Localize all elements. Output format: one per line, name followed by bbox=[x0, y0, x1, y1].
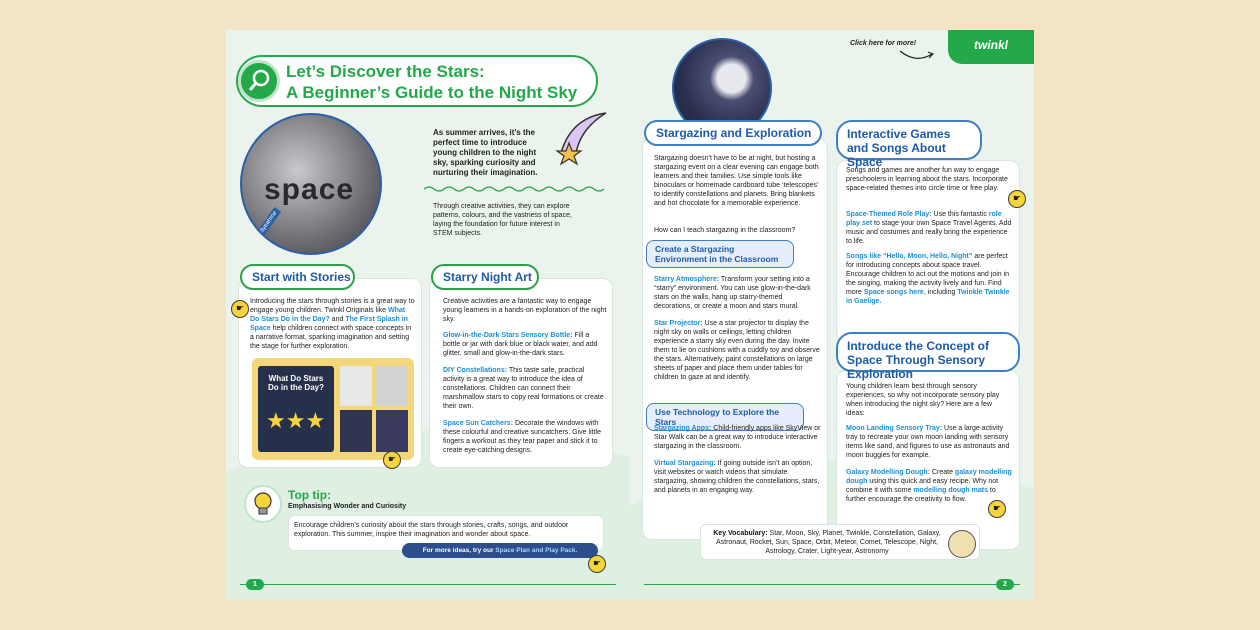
art-item-2-text: This taste safe, practical activity is a great way to introduce the idea of constellations. Children can connect their marshmallow stars to copy real formations or create their own. bbox=[443, 367, 604, 410]
pointer-cursor-icon: ☛ bbox=[988, 500, 1006, 518]
book-page-2 bbox=[376, 366, 408, 406]
art-item-3 bbox=[443, 419, 607, 455]
songs-text-b: , including bbox=[923, 289, 958, 296]
magnifier-icon bbox=[238, 60, 280, 102]
arrow-icon bbox=[898, 48, 938, 62]
games-intro: Songs and games are another fun way to engage preschoolers in learning about the stars. Incorporate space-related themes into circle time or free play. bbox=[846, 167, 1008, 192]
photo-credit: @hellyeahme bbox=[250, 207, 281, 247]
art-heading: Starry Night Art bbox=[431, 264, 539, 290]
sub1-item-2-text: Use a star projector to display the night sky on walls or ceilings, letting children experience a starry sky even during the day. Invite them to lie on cushions with a cuddly toy and observe the stars. Alternatively, paint constellations on large sheets of paper and place them under tables for children to gaze at and identify. bbox=[654, 320, 820, 381]
page-title-line2: A Beginner’s Guide to the Night Sky bbox=[286, 83, 578, 102]
page-number: 2 bbox=[996, 579, 1014, 590]
squiggle-divider bbox=[424, 185, 604, 193]
more-ideas-text: For more ideas, try our bbox=[422, 547, 496, 554]
link-space-songs[interactable]: Space songs here bbox=[863, 289, 924, 296]
art-item-1 bbox=[443, 331, 607, 358]
page-footer-line bbox=[644, 584, 1020, 585]
games-role-play bbox=[846, 210, 1012, 246]
sensory-tray bbox=[846, 424, 1012, 460]
link-role-play-set[interactable]: role play set bbox=[846, 211, 1002, 227]
stargazing-question: How can I teach stargazing in the classroom? bbox=[654, 227, 796, 234]
label-role-play: Space-Themed Role Play: bbox=[846, 211, 932, 218]
book-page-4 bbox=[376, 410, 408, 452]
art-item-2 bbox=[443, 366, 607, 411]
sensory-dough bbox=[846, 468, 1012, 504]
sub1-item-2 bbox=[654, 319, 822, 382]
stories-text bbox=[250, 297, 416, 351]
more-ideas-link: Space Plan and Play Pack. bbox=[495, 547, 578, 554]
art-item-3-text: Decorate the windows with these colourful and creative suncatchers. Give little fingers a workout as they tear paper and stick it to create eye-catching designs. bbox=[443, 420, 601, 454]
twinkl-logo[interactable] bbox=[948, 30, 1034, 64]
stories-text-b: and bbox=[329, 316, 346, 323]
book-page-3 bbox=[340, 410, 372, 452]
link-sensory-bottle[interactable]: Glow-in-the-Dark Stars Sensory Bottle: bbox=[443, 332, 573, 339]
sensory-heading-text: Introduce the Concept of Space Through Sensory Exploration bbox=[847, 339, 989, 381]
page-title-line1: Let’s Discover the Stars: bbox=[286, 62, 485, 81]
space-tray-photo bbox=[240, 113, 382, 255]
link-what-do-stars-do[interactable]: What Do Stars Do in the Day? bbox=[250, 307, 406, 323]
moon-icon bbox=[948, 530, 976, 558]
role-text-a: Use this fantastic bbox=[931, 211, 989, 218]
label-stargazing-apps: Stargazing Apps: bbox=[654, 425, 712, 432]
tip-title: Top tip: bbox=[288, 488, 332, 502]
games-heading-text: Interactive Games and Songs About Space bbox=[847, 127, 951, 169]
label-star-projector: Star Projector: bbox=[654, 320, 703, 327]
pointer-cursor-icon: ☛ bbox=[588, 555, 606, 573]
twinkl-logo-text: twinkl bbox=[974, 38, 1009, 52]
sub1-item-1-text: Transform your setting into a “starry” environment. You can use glow-in-the-dark stars on the walls, hang up starry-themed decorations, or create a moon and stars mural. bbox=[654, 276, 811, 310]
label-virtual-stargazing: Virtual Stargazing: bbox=[654, 460, 716, 467]
book-preview[interactable] bbox=[252, 358, 414, 460]
dough-text-b: using this quick and easy recipe. Why not combine it with some bbox=[846, 478, 999, 494]
label-galaxy-dough: Galaxy Modelling Dough: bbox=[846, 469, 931, 476]
vocab-label: Key Vocabulary: bbox=[713, 530, 768, 537]
sub2-item-1-text: Child-friendly apps like SkyView or Star Walk can be a great way to introduce interactive stargazing in the classroom. bbox=[654, 425, 821, 450]
tip-subtitle: Emphasising Wonder and Curiosity bbox=[288, 503, 407, 510]
book-page-1 bbox=[340, 366, 372, 406]
shooting-star-icon bbox=[551, 108, 611, 168]
page-number: 1 bbox=[246, 579, 264, 590]
sub-create-environment: Create a Stargazing Environment in the Classroom bbox=[646, 240, 794, 268]
sub2-item-2-text: If going outside isn’t an option, visit websites or watch videos that simulate stargazing, showing children the constellations, stars, and planets in an engaging way. bbox=[654, 460, 820, 494]
dough-text-a: Create bbox=[930, 469, 955, 476]
page-1 bbox=[226, 30, 630, 600]
games-heading bbox=[836, 120, 982, 169]
stories-text-c: help children connect with space concepts in a narrative format, sparking imagination and setting the stage for further exploration. bbox=[250, 325, 412, 350]
lightbulb-icon bbox=[244, 485, 282, 523]
link-diy-constellations[interactable]: DIY Constellations: bbox=[443, 367, 508, 374]
link-twinkle-gaelige[interactable]: Twinkle Twinkle in Gaelige. bbox=[846, 289, 1010, 305]
games-songs bbox=[846, 252, 1012, 306]
stories-heading: Start with Stories bbox=[240, 264, 355, 290]
intro-bold: As summer arrives, it’s the perfect time to introduce young children to the night sky, sparking curiosity and nurturing their imagination. bbox=[433, 128, 538, 177]
label-songs: Songs like “Hello, Moon, Hello, Night” bbox=[846, 253, 973, 260]
label-starry-atmosphere: Starry Atmosphere: bbox=[654, 276, 720, 283]
tip-text: Encourage children’s curiosity about the stars through stories, crafts, songs, and outdoor exploration. This summer, inspire their imagination and wonder about space. bbox=[294, 522, 569, 538]
page-2 bbox=[630, 30, 1034, 600]
sub2-item-2 bbox=[654, 459, 822, 495]
more-ideas-button[interactable] bbox=[402, 543, 598, 558]
link-dough-mats[interactable]: modelling dough mats bbox=[913, 487, 988, 494]
sensory-intro: Young children learn best through sensory experiences, so why not incorporate sensory play when introducing the night sky? Here are a few ideas: bbox=[846, 383, 1000, 417]
book-cover-title: What Do Stars Do in the Day? bbox=[267, 374, 324, 392]
sub2-item-1 bbox=[654, 424, 822, 451]
sub-use-technology: Use Technology to Explore the Stars bbox=[646, 403, 804, 431]
vocab-text bbox=[706, 529, 948, 556]
pointer-cursor-icon: ☛ bbox=[383, 451, 401, 469]
pointer-cursor-icon: ☛ bbox=[231, 300, 249, 318]
link-sun-catchers[interactable]: Space Sun Catchers: bbox=[443, 420, 514, 427]
dough-text-c: to further encourage the creativity to flow. bbox=[846, 487, 996, 503]
click-here-label: Click here for more! bbox=[850, 40, 917, 47]
star-characters-icon: ★★★ bbox=[266, 408, 326, 433]
sensory-heading bbox=[836, 332, 1020, 381]
photo-word: space bbox=[264, 173, 355, 206]
art-item-1-text: Fill a bottle or jar with dark blue or black water, and add glitter, small and glow-in-the-dark stars. bbox=[443, 332, 598, 357]
label-moon-tray[interactable]: Moon Landing Sensory Tray: bbox=[846, 425, 943, 432]
role-text-b: to stage your own Space Travel Agents. Add music and costumes and really bring the experience to life. bbox=[846, 220, 1012, 245]
stories-text-a: Introducing the stars through stories is a great way to engage young children. Twinkl Originals like bbox=[250, 298, 415, 314]
sub1-item-1 bbox=[654, 275, 822, 311]
link-galaxy-dough[interactable]: galaxy modelling dough bbox=[846, 469, 1012, 485]
link-first-splash[interactable]: The First Splash in Space bbox=[250, 316, 408, 332]
songs-text-a: are perfect for introducing concepts about space travel. Encourage children to act out the motions and join in the singing, making the activity lively and fun. Find more bbox=[846, 253, 1010, 296]
sensory-tray-text: Use a large activity tray to recreate your own moon landing with sensory items like sand, and figures to use as astronauts and moon buggies for example. bbox=[846, 425, 1010, 459]
book-cover bbox=[258, 366, 334, 452]
stargazing-heading: Stargazing and Exploration bbox=[644, 120, 822, 146]
pointer-cursor-icon: ☛ bbox=[1008, 190, 1026, 208]
vocab-list: Star, Moon, Sky, Planet, Twinkle, Constellation, Galaxy, Astronaut, Rocket, Sun, Space, Orbit, Meteor, Comet, Telescope, Night, Astrology, Crater, Light-year, Astronomy bbox=[715, 530, 941, 555]
page-footer-line bbox=[240, 584, 616, 585]
art-intro: Creative activities are a fantastic way to engage young learners in a hands-on exploration of the night sky. bbox=[443, 298, 607, 323]
intro-text: Through creative activities, they can explore patterns, colours, and the vastness of space, laying the foundation for future interest in STEM subjects. bbox=[433, 203, 572, 237]
stargazing-text: Stargazing doesn’t have to be at night, but hosting a stargazing event on a clear evening can engage both learners and their families. Use simple tools like binoculars or homemade cardboard tube ‘telescopes’ to identify constellations and planets. Bring blankets and hot chocolate for a memorable experience. bbox=[654, 155, 819, 207]
